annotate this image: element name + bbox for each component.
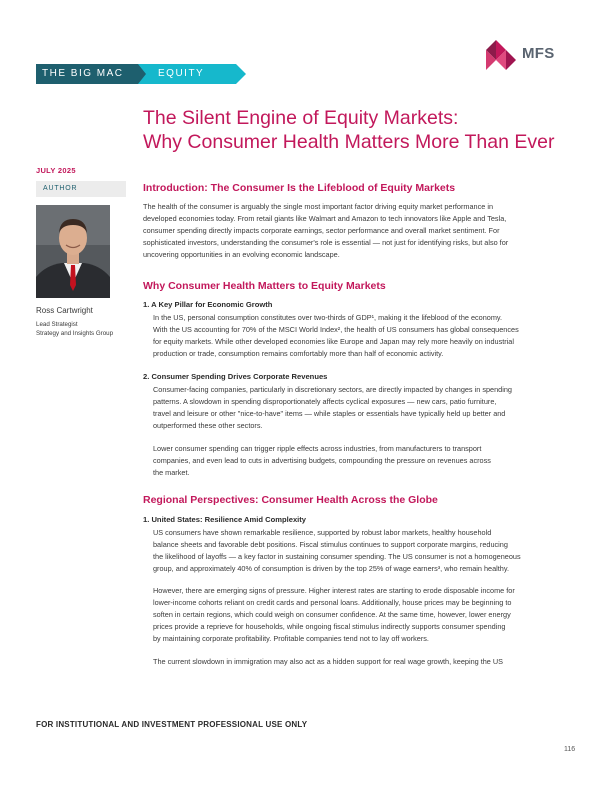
intro-heading: Introduction: The Consumer Is the Lifeblood of Equity Markets	[143, 182, 456, 194]
author-role	[36, 320, 113, 338]
intro-paragraph	[143, 201, 583, 261]
regional-item1-paragraph	[153, 527, 583, 575]
why-item2-line: the market.	[153, 468, 190, 478]
why-item1-paragraph	[153, 312, 583, 360]
brand-name: MFS	[522, 45, 555, 62]
intro-line: consumer spending directly impacts corporate earnings, sector performance and overall market sentiment. For	[143, 226, 500, 236]
why-item2-line: outperformed these other sectors.	[153, 421, 263, 431]
why-item1-line: for equity markets. While other developed economies like Europe and Japan may rely more heavily on industrial	[153, 337, 514, 347]
why-item1-line: With the US accounting for 70% of the MSCI World Index², the health of US consumers has global consequences	[153, 325, 519, 335]
why-item1-title: 1. A Key Pillar for Economic Growth	[143, 300, 273, 309]
series-label: THE BIG MAC	[36, 64, 138, 84]
regional-line: by maintaining corporate profitability. Profitable companies tend not to lay off workers.	[153, 634, 429, 644]
regional-line: The current slowdown in immigration may also act as a hidden support for real wage growth, keeping the US	[153, 657, 504, 666]
intro-line: developed economies today. From retail giants like Walmart and Amazon to tech innovators like Apple and Tesla,	[143, 214, 507, 224]
series-banner	[36, 64, 246, 84]
author-portrait-icon	[36, 205, 110, 298]
intro-line: uncovering opportunities in an evolving economic landscape.	[143, 250, 340, 260]
regional-item1-paragraph-2	[153, 585, 583, 645]
author-tab: AUTHOR	[36, 181, 126, 197]
why-item2-line: companies, and even lead to cuts in advertising budgets, compounding the pressure on revenues across	[153, 456, 491, 466]
publication-date: JULY 2025	[36, 166, 76, 175]
intro-line: The health of the consumer is arguably the single most important factor driving equity market performance in	[143, 202, 494, 211]
why-item2-line: Lower consumer spending can trigger ripple effects across industries, from manufacturers to transport	[153, 444, 482, 453]
mfs-logo-icon	[482, 36, 520, 74]
why-item2-paragraph-2	[153, 443, 583, 479]
regional-item1-title: 1. United States: Resilience Amid Complexity	[143, 515, 307, 524]
why-item1-line: In the US, personal consumption constitutes over two-thirds of GDP¹, making it the lifeblood of the economy.	[153, 313, 503, 322]
regional-line: prices provide a reprieve for households, while ongoing fiscal stimulus indirectly supports consumer spending	[153, 622, 506, 632]
why-heading: Why Consumer Health Matters to Equity Markets	[143, 280, 386, 292]
footer-disclaimer: FOR INSTITUTIONAL AND INVESTMENT PROFESSIONAL USE ONLY	[36, 720, 308, 729]
regional-line: the likelihood of layoffs — a key factor in sustaining consumer spending. The US consumer is not a homogeneous	[153, 552, 521, 562]
page-title	[143, 106, 583, 154]
title-line-1: The Silent Engine of Equity Markets:	[143, 107, 459, 129]
regional-heading: Regional Perspectives: Consumer Health Across the Globe	[143, 494, 438, 506]
why-item2-line: Consumer-facing companies, particularly in discretionary sectors, are directly impacted by changes in spending	[153, 385, 512, 394]
why-item2-line: patterns. A slowdown in spending disproportionately affects cyclical exposures — new cars, patio furniture,	[153, 397, 497, 407]
mfs-logo[interactable]	[482, 36, 578, 76]
category-label: EQUITY	[138, 64, 236, 84]
regional-line: However, there are emerging signs of pressure. Higher interest rates are starting to erode disposable income for	[153, 586, 515, 595]
regional-line: US consumers have shown remarkable resilience, supported by robust labor markets, healthy household	[153, 528, 492, 537]
author-name: Ross Cartwright	[36, 306, 93, 315]
author-title: Lead Strategist	[36, 321, 78, 328]
author-group: Strategy and Insights Group	[36, 330, 114, 337]
why-item1-line: production or trade, consumption remains comfortably more than half of economic activity.	[153, 349, 444, 359]
author-photo	[36, 205, 110, 298]
regional-item1-paragraph-3	[153, 656, 583, 668]
why-item2-paragraph	[153, 384, 583, 432]
regional-line: group, and approximately 40% of consumption is driven by the top 25% of wage earners³, who remain healthy.	[153, 564, 509, 574]
title-line-2: Why Consumer Health Matters More Than Ever	[143, 131, 555, 153]
why-item2-line: travel and leisure or other "nice-to-have" items — while staples or essentials have typically held up better and	[153, 409, 506, 419]
page-number: 116	[564, 746, 576, 753]
regional-line: lower-income cohorts reliant on credit cards and personal loans. Additionally, house prices may be beginning to	[153, 598, 512, 608]
intro-line: sophisticated investors, understanding the consumer's role is essential — not just for identifying risks, but also for	[143, 238, 509, 248]
why-item2-title: 2. Consumer Spending Drives Corporate Revenues	[143, 372, 328, 381]
regional-line: balance sheets and favorable debt positions. Fiscal stimulus continues to support corporate margins, reducing	[153, 540, 508, 550]
regional-line: soften in certain regions, which could weigh on consumer confidence. At the same time, however, lower energy	[153, 610, 511, 620]
